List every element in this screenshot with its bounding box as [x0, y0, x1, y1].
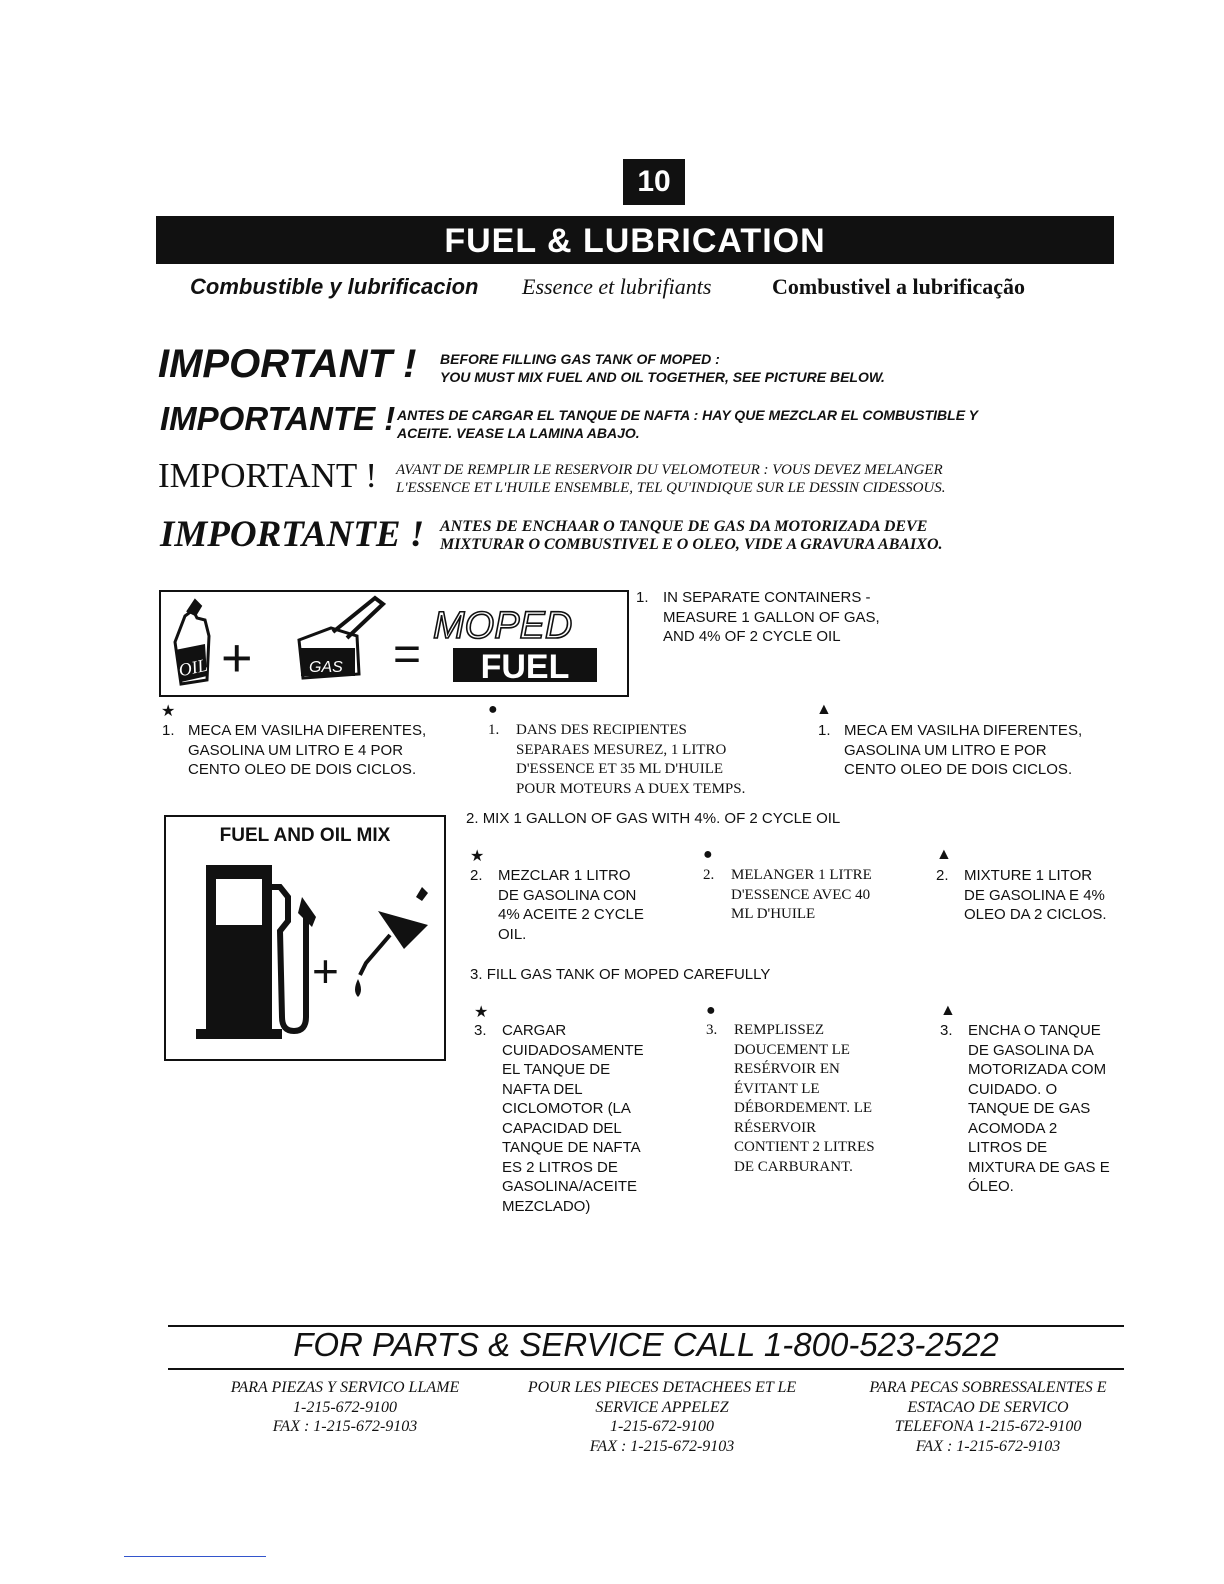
step-2-english: 2. MIX 1 GALLON OF GAS WITH 4%. OF 2 CYCLE OIL [466, 810, 841, 827]
footer-french: POUR LES PIECES DETACHEES ET LE SERVICE APPELEZ 1-215-672-9100 FAX : 1-215-672-9103 [527, 1379, 797, 1455]
page-title: FUEL & LUBRICATION [156, 216, 1114, 264]
page-number: 10 [623, 159, 685, 205]
dot-icon: ● [703, 846, 713, 863]
step-3-english: 3. FILL GAS TANK OF MOPED CAREFULLY [470, 966, 771, 983]
star-icon: ★ [161, 703, 176, 720]
subtitle-spanish: Combustible y lubrificacion [190, 274, 479, 299]
important-text-pt: ANTES DE ENCHAAR O TANQUE DE GAS DA MOTORIZADA DEVE MIXTURAR O COMBUSTIVEL E O OLEO, VIDE A GRAVURA ABAIXO. [440, 518, 943, 553]
footer-portuguese: PARA PECAS SOBRESSALENTES E ESTACAO DE SERVICO TELEFONA 1-215-672-9100 FAX : 1-215-672-9103 [869, 1379, 1107, 1455]
triangle-icon: ▲ [936, 846, 952, 863]
dot-icon: ● [706, 1002, 716, 1019]
subtitle-portuguese: Combustivel a lubrificação [772, 274, 1025, 299]
gas-label: GAS [309, 659, 343, 676]
important-text-fr: AVANT DE REMPLIR LE RESERVOIR DU VELOMOTEUR : VOUS DEVEZ MELANGER L'ESSENCE ET L'HUILE ENSEMBLE, TEL QU'INDIQUE SUR LE DESSIN CIDESSOUS. [396, 462, 946, 496]
triangle-icon: ▲ [816, 701, 832, 718]
figure-title: FUEL AND OIL MIX [219, 825, 391, 846]
oil-plus-gas-figure [159, 590, 629, 697]
gas-pump-icon [196, 865, 316, 1039]
important-text-en: BEFORE FILLING GAS TANK OF MOPED : YOU MUST MIX FUEL AND OIL TOGETHER, SEE PICTURE BELOW. [440, 351, 885, 385]
link-underline [124, 1556, 266, 1557]
mix-plus-sign: + [312, 945, 339, 997]
important-heading-pt: IMPORTANTE ! [160, 514, 425, 555]
fuel-oil-illustration [166, 857, 444, 1057]
fuel-text: FUEL [480, 648, 570, 686]
oil-label: OIL [176, 654, 210, 681]
moped-text: MOPED [433, 605, 573, 647]
important-text-es: ANTES DE CARGAR EL TANQUE DE NAFTA : HAY QUE MEZCLAR EL COMBUSTIBLE Y ACEITE. VEASE LA LAMINA ABAJO. [397, 407, 979, 441]
triangle-icon: ▲ [940, 1002, 956, 1019]
oil-can-icon [355, 887, 428, 997]
dot-icon: ● [488, 701, 498, 718]
plus-sign: + [221, 628, 253, 688]
important-heading-fr: IMPORTANT ! [158, 456, 378, 495]
star-icon: ★ [470, 848, 485, 865]
important-heading-es: IMPORTANTE ! [160, 400, 396, 437]
service-call-line: FOR PARTS & SERVICE CALL 1-800-523-2522 [293, 1326, 999, 1363]
star-icon: ★ [474, 1004, 489, 1021]
fuel-and-oil-mix-figure [164, 815, 446, 1061]
subtitle-french: Essence et lubrifiants [522, 274, 712, 299]
footer-spanish: PARA PIEZAS Y SERVICO LLAME 1-215-672-9100 FAX : 1-215-672-9103 [230, 1379, 460, 1435]
important-heading-en: IMPORTANT ! [158, 342, 417, 386]
moped-fuel-illustration [161, 592, 627, 695]
equals-sign: = [393, 628, 422, 681]
divider-bottom [168, 1368, 1124, 1370]
